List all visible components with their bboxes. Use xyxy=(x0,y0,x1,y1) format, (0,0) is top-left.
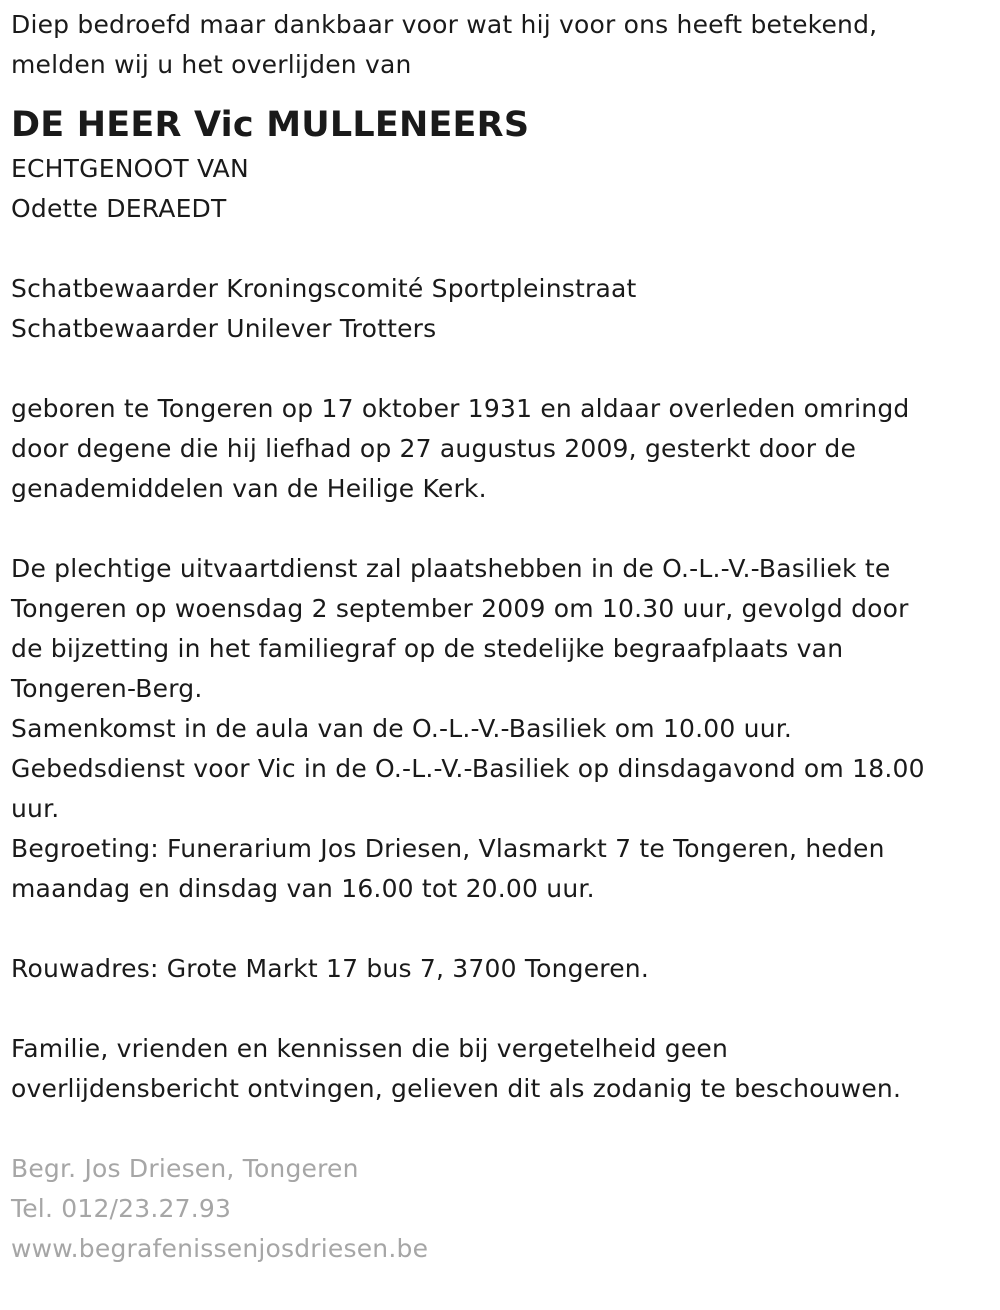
funeral-line: maandag en dinsdag van 16.00 tot 20.00 uur. xyxy=(11,874,595,903)
birth-death-line: geboren te Tongeren op 17 oktober 1931 en aldaar overleden omringd xyxy=(11,394,910,423)
funeral-line: Begroeting: Funerarium Jos Driesen, Vlasmarkt 7 te Tongeren, heden xyxy=(11,834,885,863)
role-line: Schatbewaarder Unilever Trotters xyxy=(11,314,437,343)
intro-line: melden wij u het overlijden van xyxy=(11,50,412,79)
spacer xyxy=(11,989,1000,1029)
spacer xyxy=(11,1109,1000,1149)
spacer xyxy=(11,349,1000,389)
undertaker-footer xyxy=(11,1149,1000,1269)
funeral-paragraph xyxy=(11,549,1000,909)
undertaker-phone: Tel. 012/23.27.93 xyxy=(11,1194,232,1223)
funeral-line: Tongeren op woensdag 2 september 2009 om 10.30 uur, gevolgd door xyxy=(11,594,909,623)
deceased-name: DE HEER Vic MULLENEERS xyxy=(11,105,530,145)
closing-line: Familie, vrienden en kennissen die bij vergetelheid geen xyxy=(11,1034,729,1063)
spacer xyxy=(11,509,1000,549)
closing-paragraph xyxy=(11,1029,1000,1109)
undertaker-website[interactable]: www.begrafenissenjosdriesen.be xyxy=(11,1234,429,1263)
birth-death-line: door degene die hij liefhad op 27 augustus 2009, gesterkt door de xyxy=(11,434,857,463)
relation-label: ECHTGENOOT VAN xyxy=(11,154,249,183)
undertaker-name: Begr. Jos Driesen, Tongeren xyxy=(11,1154,359,1183)
intro-line: Diep bedroefd maar dankbaar voor wat hij voor ons heeft betekend, xyxy=(11,10,878,39)
birth-death-paragraph xyxy=(11,389,1000,509)
intro-paragraph xyxy=(11,5,1000,85)
funeral-line: uur. xyxy=(11,794,60,823)
funeral-line: De plechtige uitvaartdienst zal plaatshebben in de O.-L.-V.-Basiliek te xyxy=(11,554,891,583)
spacer xyxy=(11,229,1000,269)
closing-line: overlijdensbericht ontvingen, gelieven dit als zodanig te beschouwen. xyxy=(11,1074,902,1103)
mourning-address: Rouwadres: Grote Markt 17 bus 7, 3700 Tongeren. xyxy=(11,954,649,983)
roles-paragraph xyxy=(11,269,1000,349)
spacer xyxy=(11,909,1000,949)
birth-death-line: genademiddelen van de Heilige Kerk. xyxy=(11,474,487,503)
funeral-line: Gebedsdienst voor Vic in de O.-L.-V.-Basiliek op dinsdagavond om 18.00 xyxy=(11,754,925,783)
funeral-line: de bijzetting in het familiegraf op de stedelijke begraafplaats van xyxy=(11,634,844,663)
role-line: Schatbewaarder Kroningscomité Sportpleinstraat xyxy=(11,274,637,303)
spouse-name: Odette DERAEDT xyxy=(11,194,227,223)
funeral-line: Samenkomst in de aula van de O.-L.-V.-Basiliek om 10.00 uur. xyxy=(11,714,793,743)
funeral-line: Tongeren-Berg. xyxy=(11,674,203,703)
